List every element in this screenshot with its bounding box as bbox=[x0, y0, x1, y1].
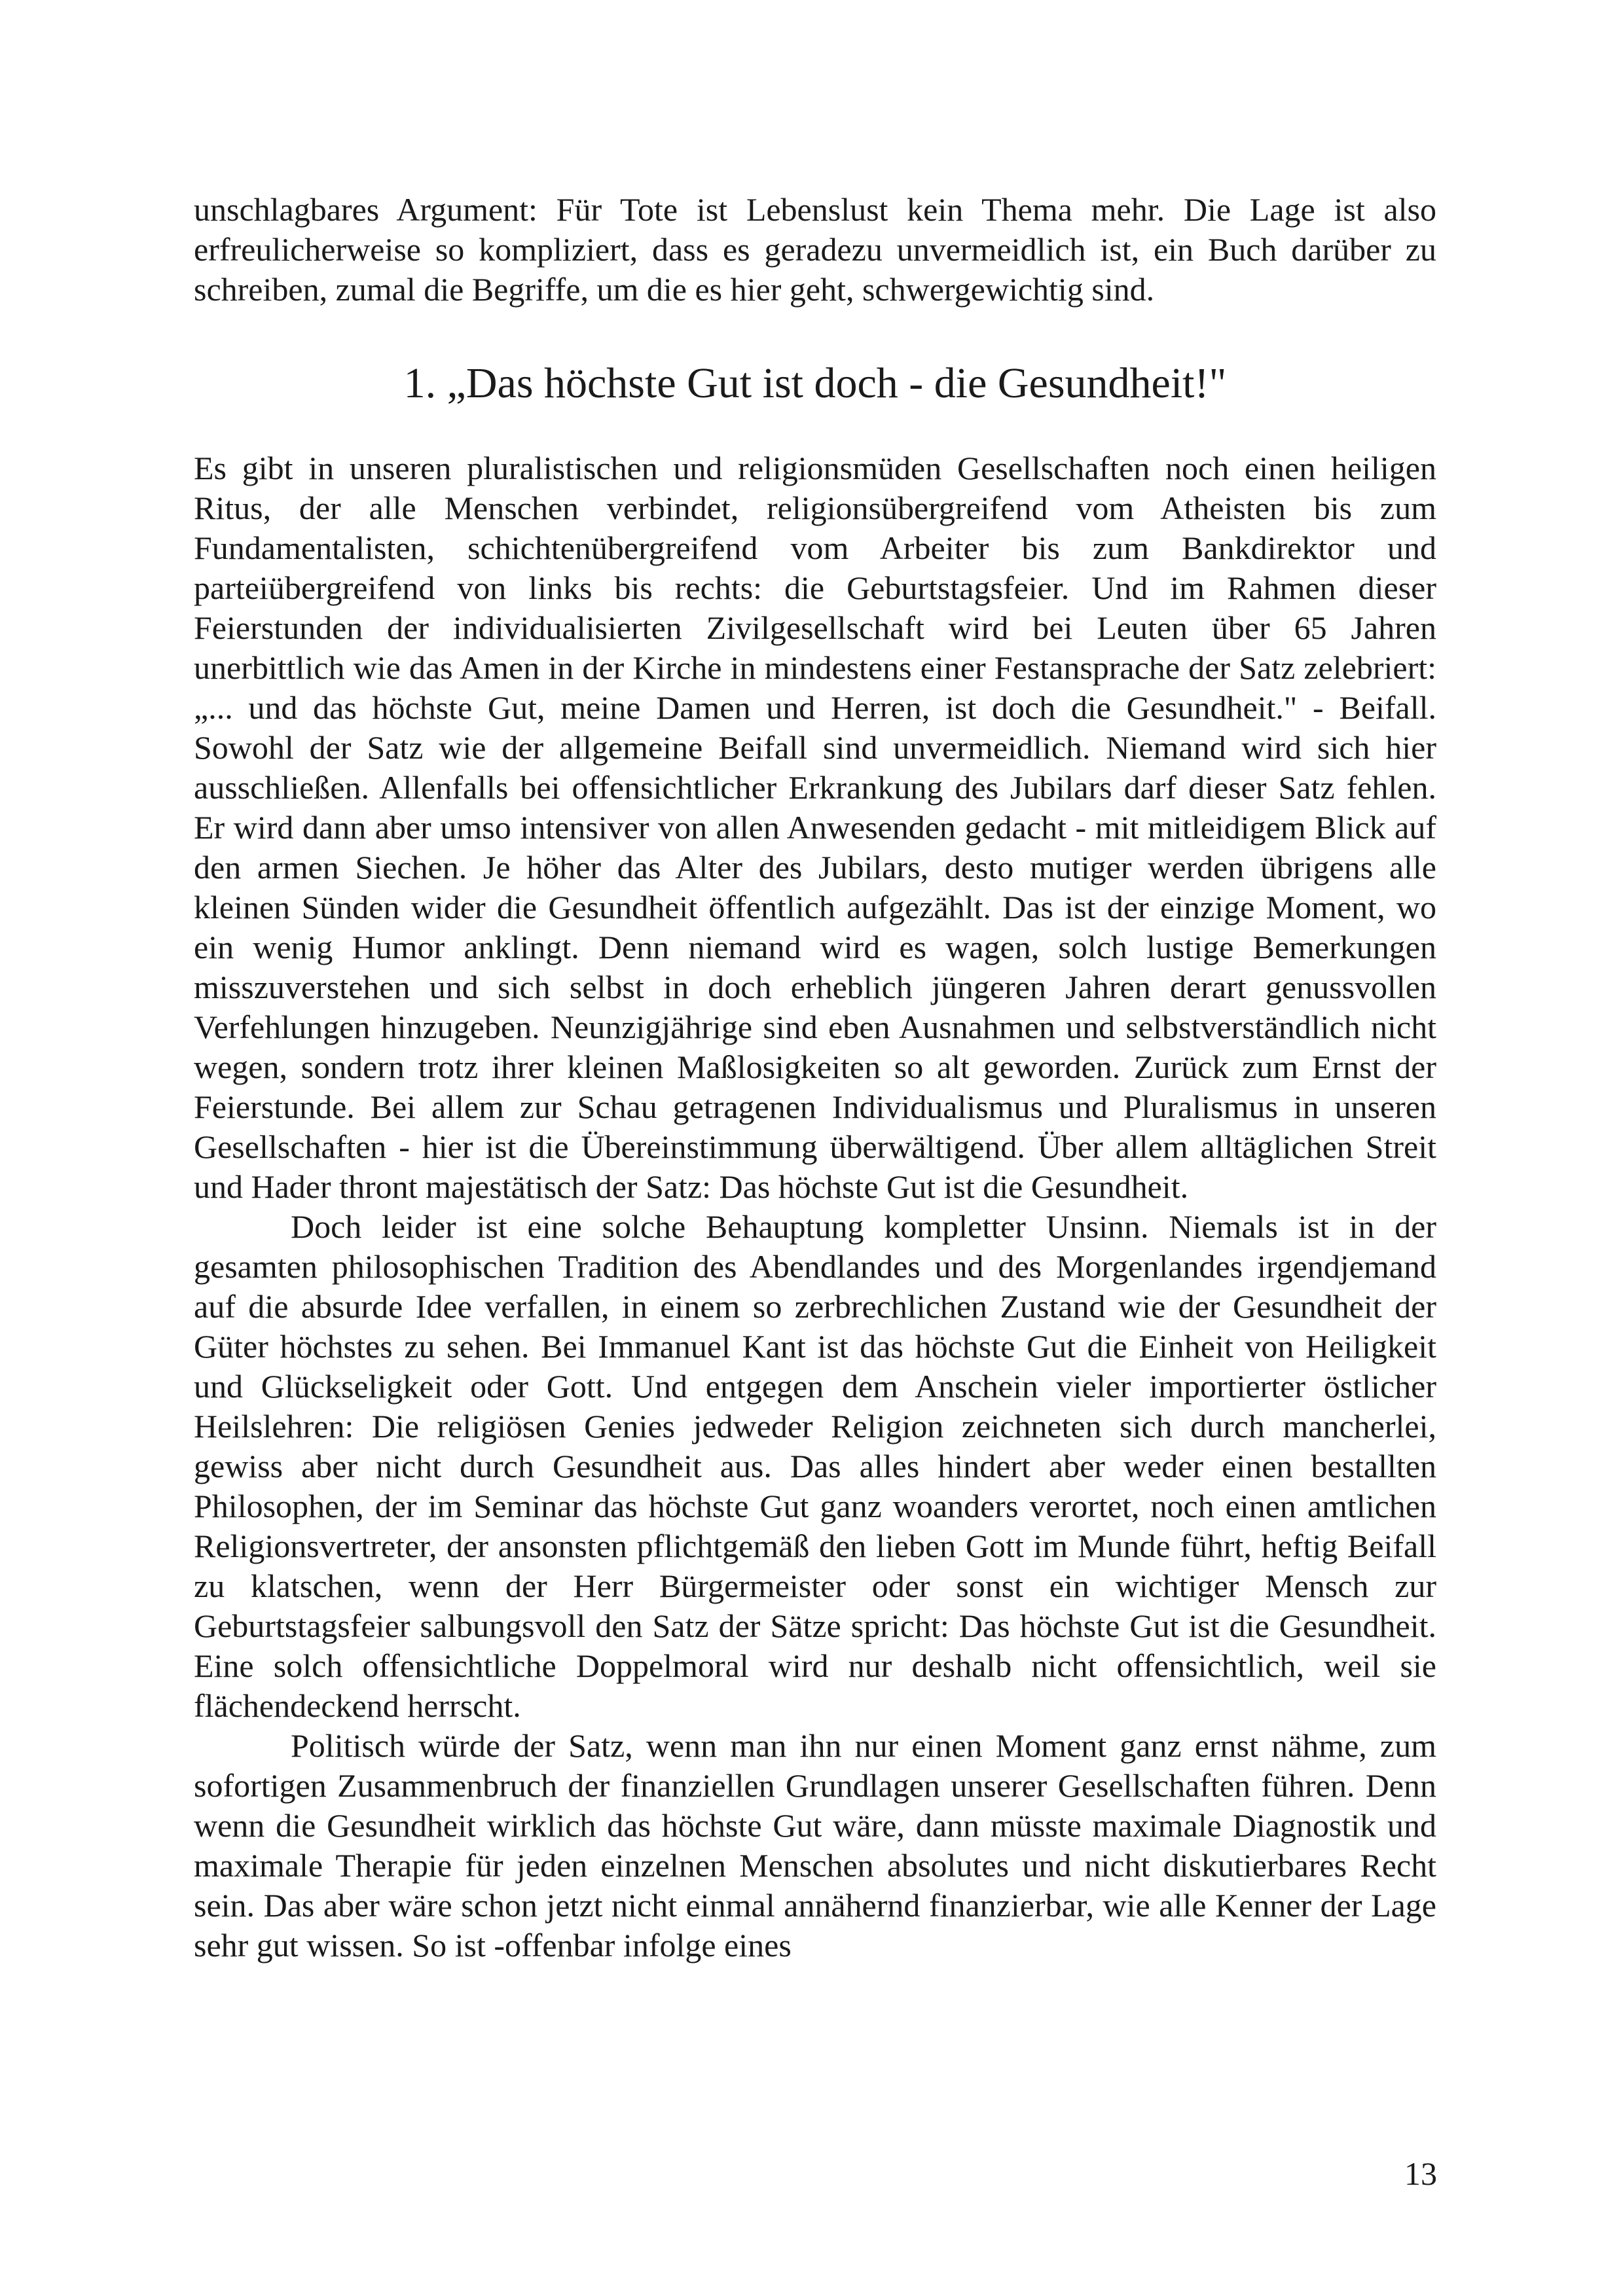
section-heading: 1. „Das höchste Gut ist doch - die Gesundheit!" bbox=[403, 359, 1227, 407]
body-text bbox=[194, 448, 1436, 1965]
paragraph-3: Politisch würde der Satz, wenn man ihn nur einen Moment ganz ernst nähme, zum sofortigen Zusammenbruch der finanziellen Grundlagen unserer Gesellschaften führen. Denn wenn die Gesundheit wirklich das höchste Gut wäre, dann müsste maximale Diagnostik und maximale Therapie für jeden einzelnen Menschen absolutes und nicht diskutierbares Recht sein. Das aber wäre schon jetzt nicht einmal annähernd finanzierbar, wie alle Kenner der Lage sehr gut wissen. So ist -offenbar infolge eines bbox=[194, 1727, 1436, 1964]
page-number: 13 bbox=[1404, 2155, 1437, 2192]
intro-paragraph: unschlagbares Argument: Für Tote ist Lebenslust kein Thema mehr. Die Lage ist also erfreulicherweise so kompliziert, dass es geradezu unvermeidlich ist, ein Buch darüber zu schreiben, zumal die Begriffe, um die es hier geht, schwergewichtig sind. bbox=[194, 191, 1436, 308]
intro-paragraph-block bbox=[194, 190, 1436, 310]
paragraph-1: Es gibt in unseren pluralistischen und religionsmüden Gesellschaften noch einen heiligen Ritus, der alle Menschen verbindet, religionsübergreifend vom Atheisten bis zum Fundamentalisten, schichtenübergreifend vom Arbeiter bis zum Bankdirektor und parteiübergreifend von links bis rechts: die Geburtstagsfeier. Und im Rahmen dieser Feierstunden der individualisierten Zivilgesellschaft wird bei Leuten über 65 Jahren unerbittlich wie das Amen in der Kirche in mindestens einer Festansprache der Satz zelebriert: „... und das höchste Gut, meine Damen und Herren, ist doch die Gesundheit." - Beifall. Sowohl der Satz wie der allgemeine Beifall sind unvermeidlich. Niemand wird sich hier ausschließen. Allenfalls bei offensichtlicher Erkrankung des Jubilars darf dieser Satz fehlen. Er wird dann aber umso intensiver von allen Anwesenden gedacht - mit mitleidigem Blick auf den armen Siechen. Je höher das Alter des Jubilars, desto mutiger werden übrigens alle kleinen Sünden wider die Gesundheit öffentlich aufgezählt. Das ist der einzige Moment, wo ein wenig Humor anklingt. Denn niemand wird es wagen, solch lustige Bemerkungen misszuverstehen und sich selbst in doch erheblich jüngeren Jahren derart genussvollen Verfehlungen hinzugeben. Neunzigjährige sind eben Ausnahmen und selbstverständlich nicht wegen, sondern trotz ihrer kleinen Maßlosigkeiten so alt geworden. Zurück zum Ernst der Feierstunde. Bei allem zur Schau getragenen Individualismus und Pluralismus in unseren Gesellschaften - hier ist die Übereinstimmung überwältigend. Über allem alltäglichen Streit und Hader thront majestätisch der Satz: Das höchste Gut ist die Gesundheit. bbox=[194, 450, 1436, 1205]
paragraph-2: Doch leider ist eine solche Behauptung kompletter Unsinn. Niemals ist in der gesamten philosophischen Tradition des Abendlandes und des Morgenlandes irgendjemand auf die absurde Idee verfallen, in einem so zerbrechlichen Zustand wie der Gesundheit der Güter höchstes zu sehen. Bei Immanuel Kant ist das höchste Gut die Einheit von Heiligkeit und Glückseligkeit oder Gott. Und entgegen dem Anschein vieler importierter östlicher Heilslehren: Die religiösen Genies jedweder Religion zeichneten sich durch mancherlei, gewiss aber nicht durch Gesundheit aus. Das alles hindert aber weder einen bestallten Philosophen, der im Seminar das höchste Gut ganz woanders verortet, noch einen amtlichen Religionsvertreter, der ansonsten pflichtgemäß den lieben Gott im Munde führt, heftig Beifall zu klatschen, wenn der Herr Bürgermeister oder sonst ein wichtiger Mensch zur Geburtstagsfeier salbungsvoll den Satz der Sätze spricht: Das höchste Gut ist die Gesundheit. Eine solch offensichtliche Doppelmoral wird nur deshalb nicht offensichtlich, weil sie flächendeckend herrscht. bbox=[194, 1208, 1436, 1724]
